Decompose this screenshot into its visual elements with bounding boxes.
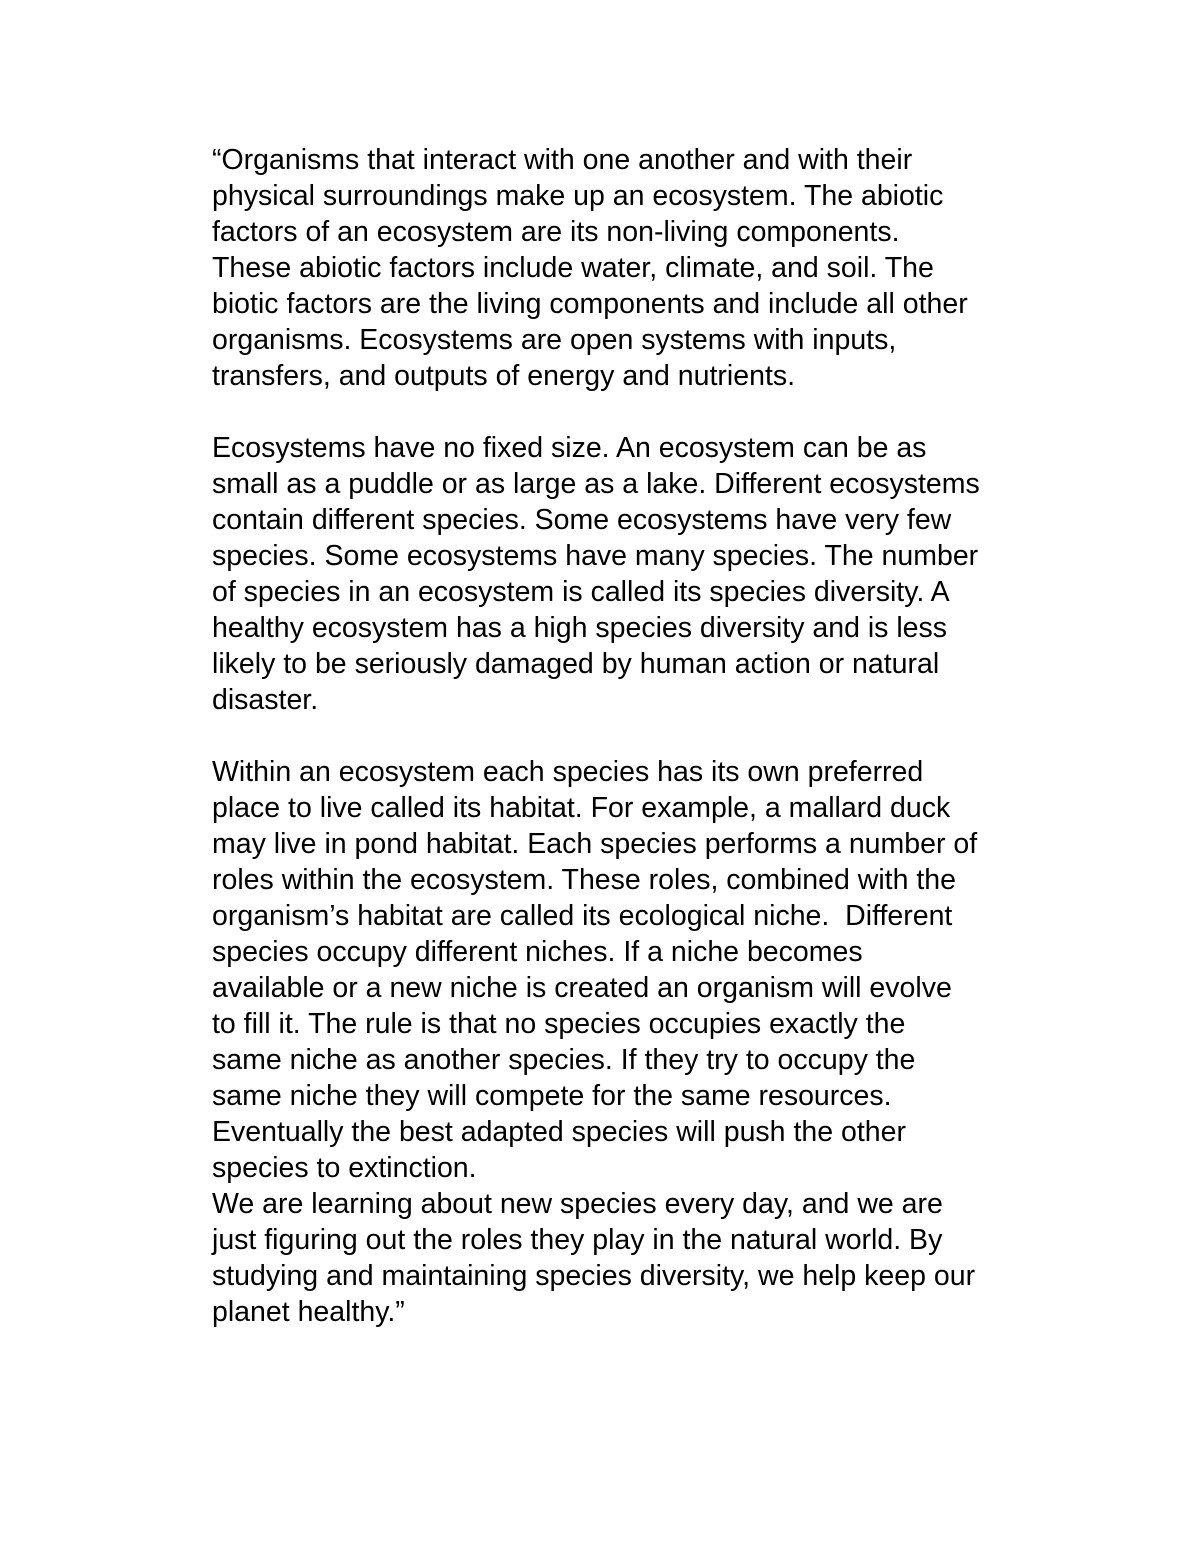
paragraph-habitat-niche	[212, 754, 1072, 1186]
document-body	[212, 142, 1072, 1330]
text-line: available or a new niche is created an organism will evolve	[212, 972, 952, 1004]
paragraph-spacer	[212, 718, 1072, 754]
text-line: small as a puddle or as large as a lake. Different ecosystems	[212, 468, 980, 500]
text-line: contain different species. Some ecosystems have very few	[212, 504, 952, 536]
text-line: species occupy different niches. If a niche becomes	[212, 936, 863, 968]
text-line: biotic factors are the living components and include all other	[212, 288, 968, 320]
text-line: likely to be seriously damaged by human action or natural	[212, 648, 940, 680]
text-line: factors of an ecosystem are its non-living components.	[212, 216, 900, 248]
text-line: We are learning about new species every day, and we are	[212, 1188, 943, 1220]
text-line: to fill it. The rule is that no species occupies exactly the	[212, 1008, 906, 1040]
paragraph-species-learning	[212, 1186, 1072, 1330]
text-line: organism’s habitat are called its ecological niche. Different	[212, 900, 953, 932]
text-line: roles within the ecosystem. These roles, combined with the	[212, 864, 956, 896]
text-line: “Organisms that interact with one another and with their	[212, 144, 913, 176]
text-line: disaster.	[212, 684, 319, 716]
text-line: Eventually the best adapted species will push the other	[212, 1116, 906, 1148]
text-line: may live in pond habitat. Each species performs a number of	[212, 828, 978, 860]
text-line: studying and maintaining species diversity, we help keep our	[212, 1260, 976, 1292]
text-line: physical surroundings make up an ecosystem. The abiotic	[212, 180, 944, 212]
text-line: place to live called its habitat. For example, a mallard duck	[212, 792, 951, 824]
text-line: same niche they will compete for the same resources.	[212, 1080, 892, 1112]
text-line: of species in an ecosystem is called its species diversity. A	[212, 576, 950, 608]
text-line: organisms. Ecosystems are open systems with inputs,	[212, 324, 897, 356]
text-line: same niche as another species. If they try to occupy the	[212, 1044, 916, 1076]
text-line: Within an ecosystem each species has its own preferred	[212, 756, 924, 788]
text-line: Ecosystems have no fixed size. An ecosystem can be as	[212, 432, 927, 464]
text-line: transfers, and outputs of energy and nutrients.	[212, 360, 796, 392]
text-line: healthy ecosystem has a high species diversity and is less	[212, 612, 948, 644]
paragraph-spacer	[212, 394, 1072, 430]
paragraph-ecosystem-size	[212, 430, 1072, 718]
text-line: just figuring out the roles they play in the natural world. By	[212, 1224, 943, 1256]
paragraph-ecosystem-definition	[212, 142, 1072, 394]
text-line: planet healthy.”	[212, 1296, 405, 1328]
text-line: species. Some ecosystems have many species. The number	[212, 540, 979, 572]
text-line: species to extinction.	[212, 1152, 477, 1184]
text-line: These abiotic factors include water, climate, and soil. The	[212, 252, 934, 284]
